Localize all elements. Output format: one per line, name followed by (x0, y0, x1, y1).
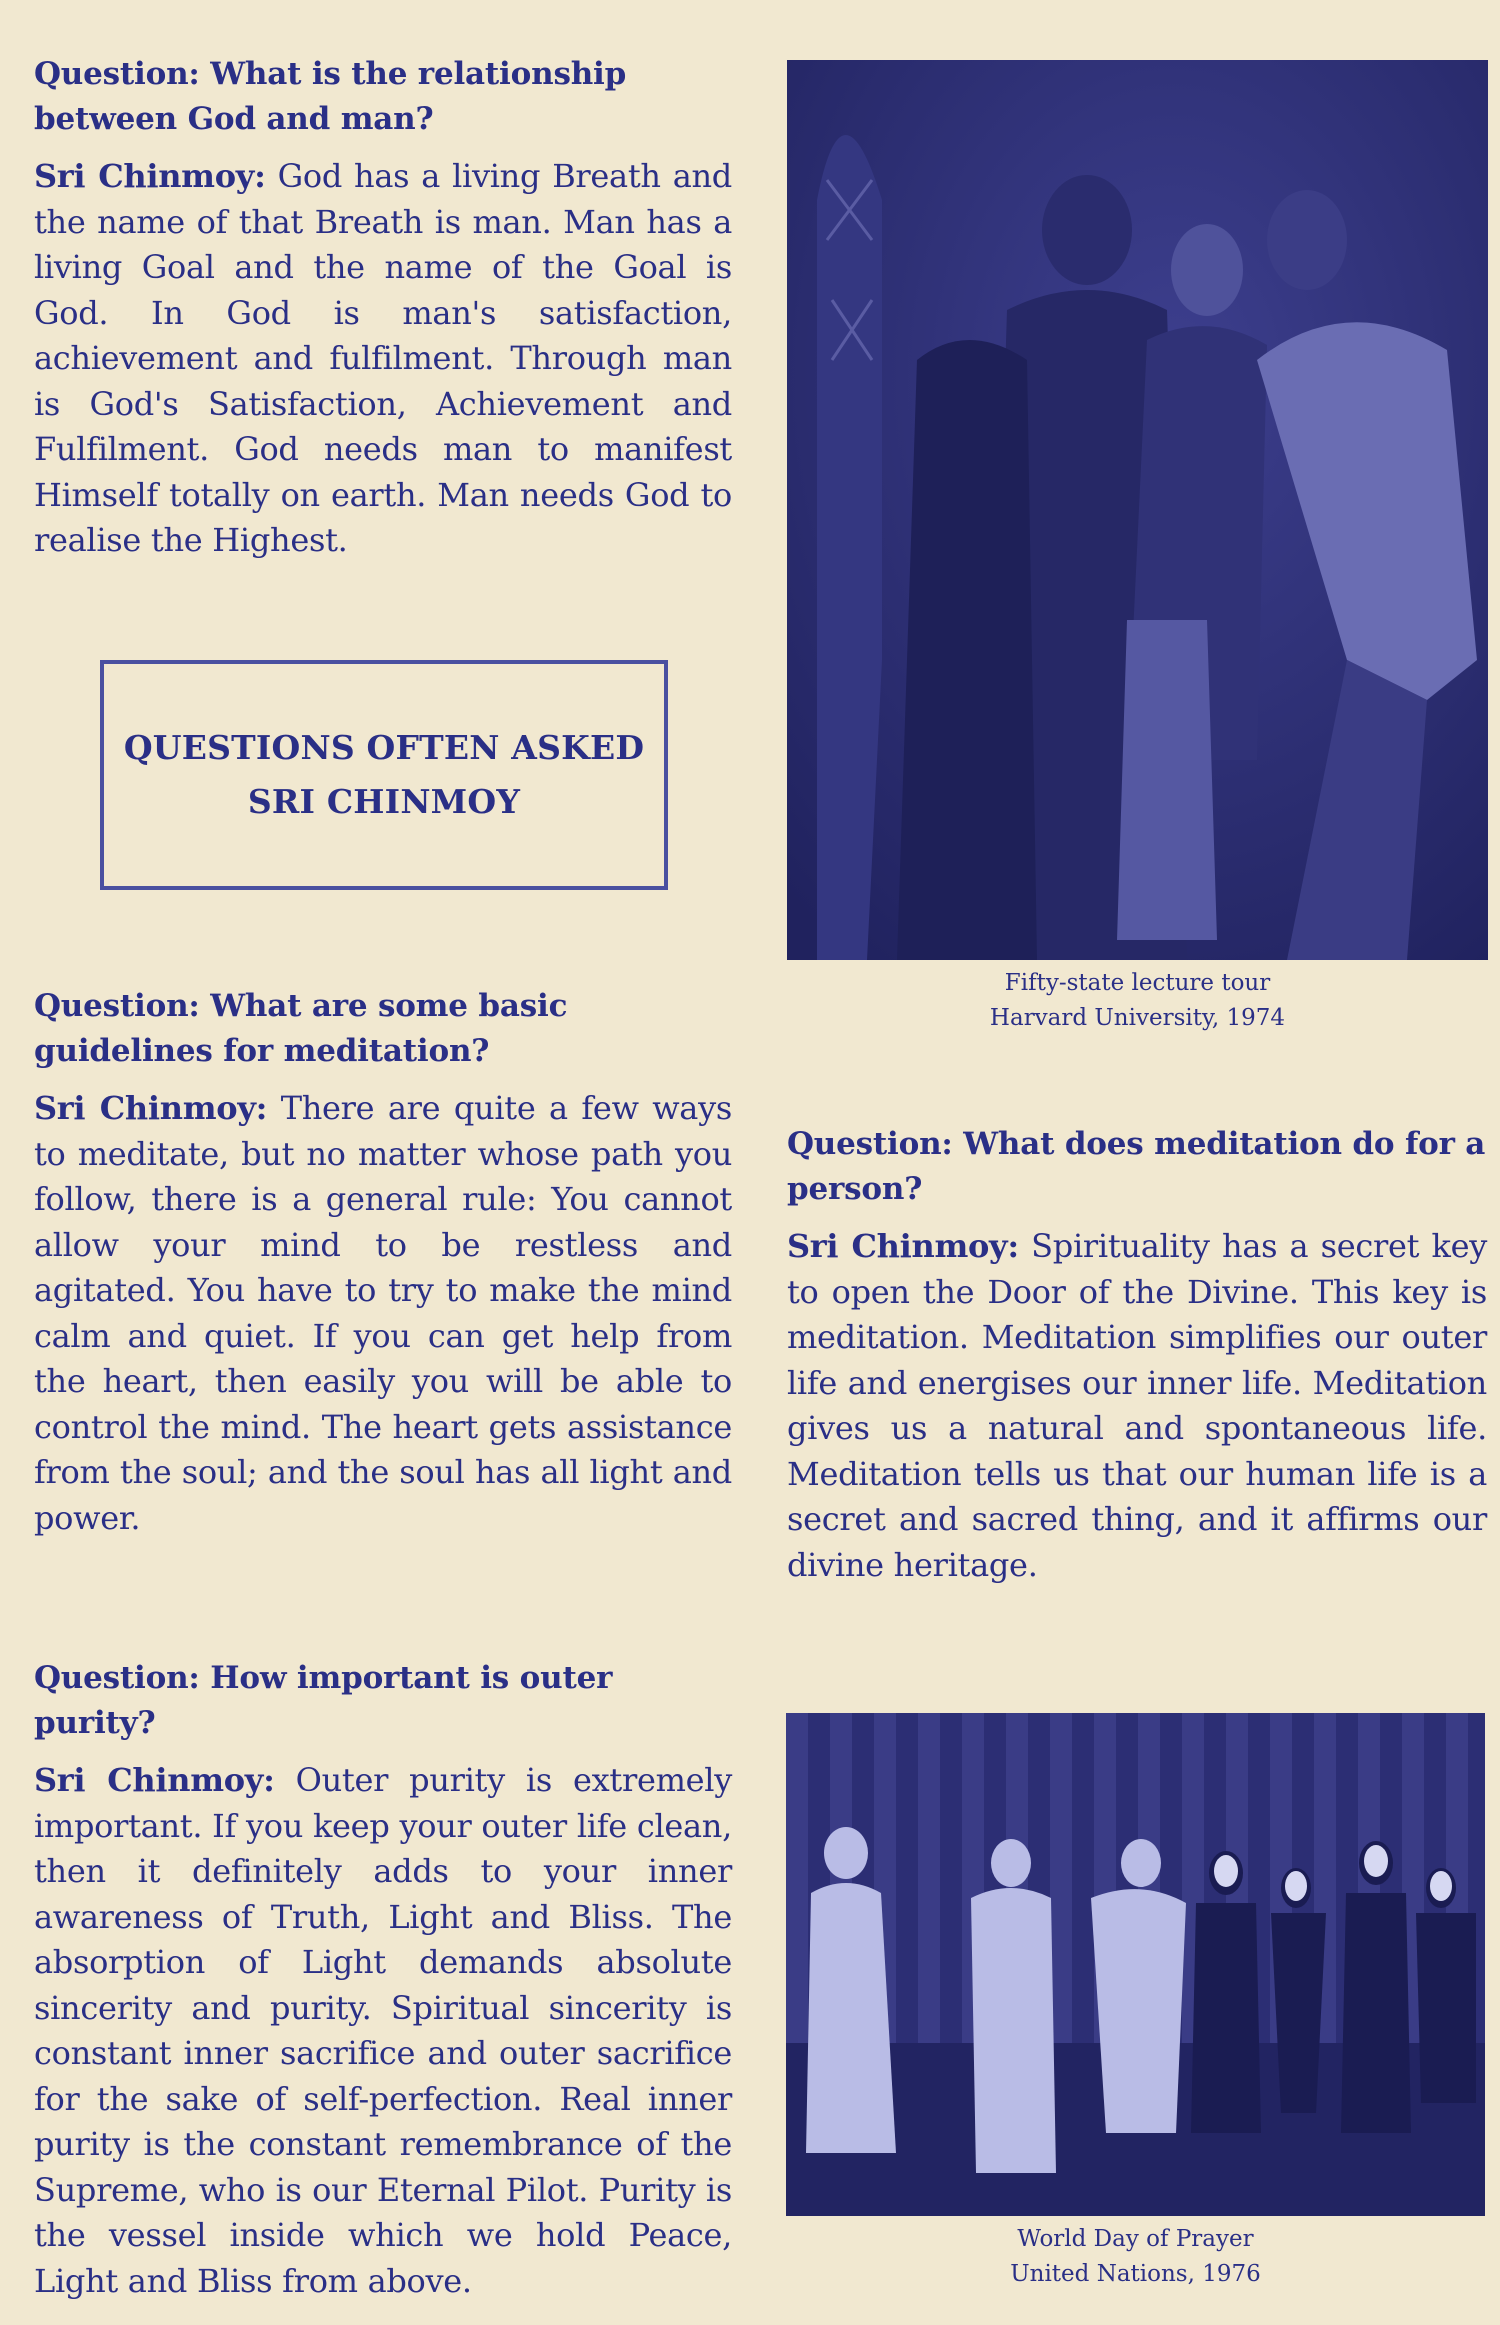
speaker-label: Sri Chinmoy: (34, 1761, 275, 1799)
question-heading: Question: What does meditation do for a person? (787, 1126, 1486, 1207)
caption-line-2: Harvard University, 1974 (989, 1005, 1286, 1031)
answer-text (34, 1086, 732, 1541)
title-box (100, 660, 668, 890)
answer-body: Outer purity is extremely important. If you keep your outer life clean, then it definitely adds to your inner awareness of Truth, Light and Bliss. The absorption of Light demands absolute sincerity and purity. Spiritual sincerity is constant inner sacrifice and outer sacrifice for the sake of self-perfection. Real inner purity is the constant remembrance of the Supreme, who is our Eternal Pilot. Purity is the vessel inside which we hold Peace, Light and Bliss from above. (34, 1761, 733, 2300)
answer-text (787, 1224, 1487, 1588)
speaker-label: Sri Chinmoy: (34, 1089, 268, 1127)
caption-line-2: United Nations, 1976 (1010, 2261, 1261, 2287)
speaker-label: Sri Chinmoy: (34, 157, 266, 195)
caption-line-1: World Day of Prayer (1017, 2226, 1254, 2252)
title-line-2: SRI CHINMOY (247, 782, 521, 821)
question-heading: Question: What is the relationship between God and man? (34, 56, 627, 137)
qa-meditation (787, 1122, 1487, 1588)
answer-body: Spirituality has a secret key to open the Door of the Divine. This key is meditation. Meditation simplifies our outer life and energises our inner life. Meditation gives us a natural and spontaneous life. Meditation tells us that our human life is a secret and sacred thing, and it affirms our divine heritage. (787, 1227, 1487, 1584)
photo-harvard-lecture (787, 60, 1488, 960)
photo-caption-un (786, 2222, 1485, 2292)
qa-guidelines (34, 984, 732, 1541)
caption-line-1: Fifty-state lecture tour (1004, 970, 1271, 996)
answer-text (34, 154, 732, 564)
photo-world-day-of-prayer (786, 1713, 1485, 2216)
answer-body: There are quite a few ways to meditate, but no matter whose path you follow, there is a general rule: You cannot allow your mind to be restless and agitated. You have to try to make the mind calm and quiet. If you can get help from the heart, then easily you will be able to control the mind. The heart gets assistance from the soul; and the soul has all light and power. (34, 1089, 732, 1537)
photo-caption-harvard (787, 966, 1488, 1036)
title-line-1: QUESTIONS OFTEN ASKED (123, 728, 645, 767)
qa-purity (34, 1656, 732, 2304)
question-heading: Question: How important is outer purity? (34, 1660, 613, 1741)
qa-relationship (34, 52, 732, 564)
question-heading: Question: What are some basic guidelines for meditation? (34, 988, 568, 1069)
answer-body: God has a living Breath and the name of that Breath is man. Man has a living Goal and the name of the Goal is God. In God is man's satisfaction, achievement and fulfilment. Through man is God's Satisfaction, Achievement and Fulfilment. God needs man to manifest Himself totally on earth. Man needs God to realise the Highest. (34, 157, 732, 559)
answer-text (34, 1758, 732, 2304)
speaker-label: Sri Chinmoy: (787, 1227, 1019, 1265)
